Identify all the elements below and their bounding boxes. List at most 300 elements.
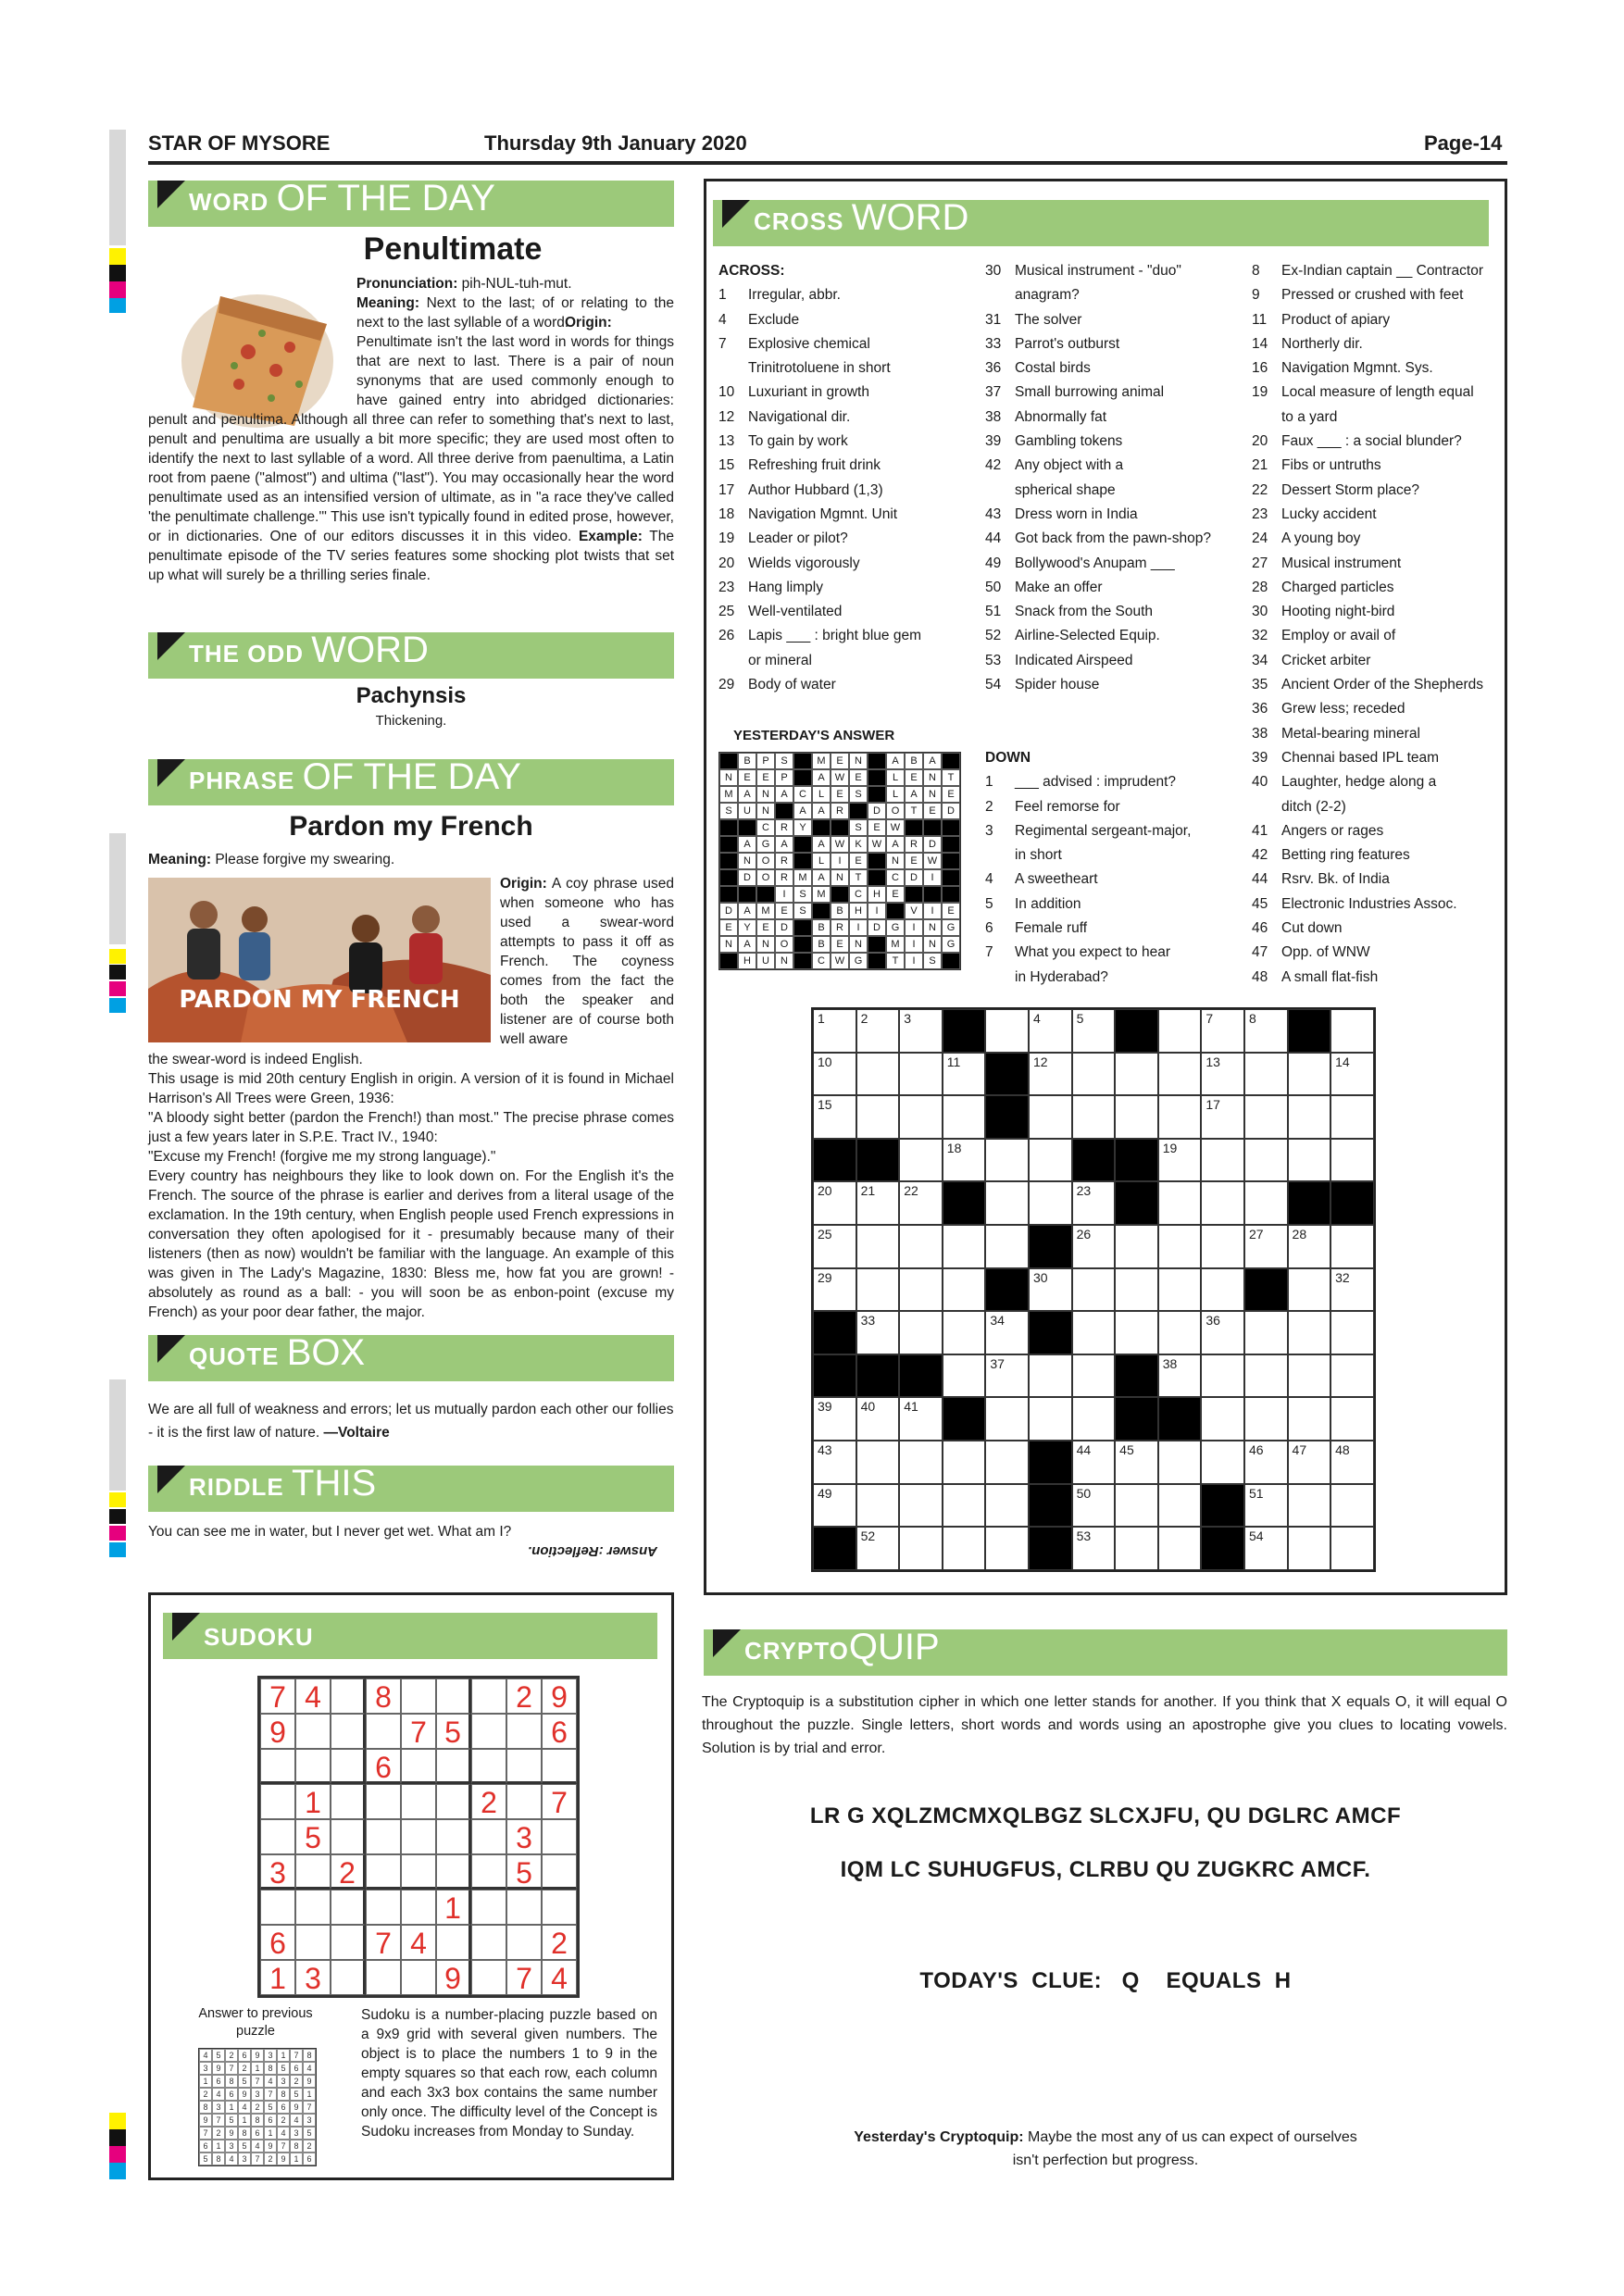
sudoku-cell[interactable]: 1 [436, 1890, 471, 1925]
crossword-cell[interactable] [1158, 1009, 1202, 1053]
crossword-cell[interactable] [1244, 1053, 1288, 1096]
crossword-cell[interactable] [856, 1053, 900, 1096]
sudoku-cell[interactable]: 7 [542, 1784, 577, 1819]
answer-cell: A [886, 836, 905, 853]
sudoku-cell[interactable] [331, 1678, 366, 1714]
sudoku-cell[interactable] [366, 1714, 401, 1749]
crossword-cell[interactable] [943, 1527, 986, 1570]
sudoku-cell[interactable]: 2 [331, 1854, 366, 1890]
crossword-cell[interactable] [1288, 1484, 1331, 1528]
sudoku-cell[interactable]: 8 [366, 1678, 401, 1714]
sudoku-cell[interactable] [542, 1749, 577, 1784]
clue-row [1252, 332, 1502, 356]
sudoku-cell[interactable]: 7 [366, 1925, 401, 1960]
crossword-cell[interactable] [1115, 1311, 1158, 1354]
crossword-cell[interactable] [1115, 1225, 1158, 1268]
banner-title: OF THE DAY [276, 178, 495, 218]
sudoku-cell: 9 [264, 2140, 277, 2152]
black-square [905, 819, 923, 836]
sudoku-cell[interactable] [436, 1925, 471, 1960]
crossword-cell[interactable] [1158, 1527, 1202, 1570]
clue-number: 18 [718, 505, 735, 522]
sudoku-cell[interactable] [366, 1819, 401, 1854]
clue-text: Exclude [748, 311, 800, 328]
crossword-cell[interactable] [1029, 1354, 1072, 1398]
sudoku-cell[interactable] [331, 1784, 366, 1819]
crossword-cell[interactable] [1072, 1268, 1116, 1312]
crossword-cell[interactable] [1201, 1311, 1244, 1354]
crossword-cell[interactable] [943, 1484, 986, 1528]
sudoku-cell[interactable] [471, 1714, 506, 1749]
sudoku-cell[interactable]: 2 [471, 1784, 506, 1819]
clue-row [718, 600, 978, 624]
sudoku-cell[interactable] [506, 1890, 542, 1925]
crossword-cell[interactable] [943, 1225, 986, 1268]
crossword-cell[interactable] [1029, 1009, 1072, 1053]
crossword-cell[interactable] [1330, 1441, 1374, 1484]
black-square [868, 786, 886, 803]
clue-number: 10 [718, 384, 735, 401]
crossword-cell[interactable] [1072, 1441, 1116, 1484]
cell-number: 3 [904, 1011, 911, 1026]
prev-answer-label: Answer to previous puzzle [198, 2006, 313, 2039]
banner-title: QUIP [848, 1627, 940, 1667]
clue-row [718, 649, 978, 673]
crossword-cell[interactable] [899, 1139, 943, 1182]
sudoku-cell[interactable] [506, 1784, 542, 1819]
sudoku-cell[interactable] [366, 1960, 401, 1995]
sudoku-cell[interactable]: 6 [260, 1925, 295, 1960]
black-square [856, 1354, 900, 1398]
sudoku-cell[interactable]: 7 [506, 1960, 542, 1995]
crossword-cell[interactable] [985, 1484, 1029, 1528]
sudoku-cell[interactable] [471, 1925, 506, 1960]
crossword-cell[interactable] [856, 1484, 900, 1528]
crossword-cell[interactable] [1330, 1139, 1374, 1182]
crossword-cell[interactable] [1158, 1311, 1202, 1354]
crossword-cell[interactable] [1115, 1053, 1158, 1096]
crossword-cell[interactable] [1244, 1484, 1288, 1528]
sudoku-cell[interactable] [331, 1714, 366, 1749]
sudoku-cell[interactable] [401, 1749, 436, 1784]
clue-row [718, 381, 978, 405]
crossword-cell[interactable] [1115, 1527, 1158, 1570]
crossword-cell[interactable] [1158, 1354, 1202, 1398]
banner-label: PHRASE [189, 767, 295, 794]
sudoku-cell[interactable] [436, 1749, 471, 1784]
black-square [868, 953, 886, 969]
clue-number: 4 [985, 871, 993, 888]
sudoku-cell[interactable] [542, 1890, 577, 1925]
crossword-cell[interactable] [1330, 1095, 1374, 1139]
crossword-cell[interactable] [1201, 1095, 1244, 1139]
crossword-cell[interactable] [899, 1225, 943, 1268]
cell-number: 52 [860, 1529, 876, 1544]
sudoku-cell[interactable]: 3 [295, 1960, 331, 1995]
sudoku-cell[interactable] [471, 1854, 506, 1890]
clue-text: Grew less; receded [1281, 701, 1405, 718]
crossword-cell[interactable] [1288, 1441, 1331, 1484]
black-square [868, 769, 886, 786]
sudoku-cell[interactable] [295, 1854, 331, 1890]
sudoku-cell[interactable] [331, 1925, 366, 1960]
crossword-cell[interactable] [1158, 1225, 1202, 1268]
answer-cell: A [812, 803, 831, 819]
clue-number [1252, 406, 1281, 430]
crossword-cell[interactable] [899, 1268, 943, 1312]
crossword-cell[interactable] [1330, 1311, 1374, 1354]
crossword-cell[interactable] [899, 1095, 943, 1139]
crossword-cell[interactable] [899, 1397, 943, 1441]
crossword-cell[interactable] [1330, 1527, 1374, 1570]
crossword-cell[interactable] [1072, 1527, 1116, 1570]
answer-cell: I [923, 903, 942, 919]
sudoku-cell[interactable] [401, 1784, 436, 1819]
sudoku-cell[interactable] [366, 1890, 401, 1925]
crossword-cell[interactable] [1158, 1139, 1202, 1182]
crossword-cell[interactable] [1158, 1441, 1202, 1484]
crossword-cell[interactable] [899, 1009, 943, 1053]
clue-number: 34 [1252, 652, 1268, 668]
answer-cell: D [905, 869, 923, 886]
sudoku-cell[interactable]: 2 [542, 1925, 577, 1960]
cryptoquip-clue [704, 1968, 1507, 1994]
crossword-cell[interactable] [1201, 1181, 1244, 1225]
black-square [1330, 1181, 1374, 1225]
sudoku-cell[interactable] [331, 1749, 366, 1784]
clue-text: Author Hubbard (1,3) [748, 481, 883, 498]
sudoku-cell[interactable] [295, 1714, 331, 1749]
crossword-cell[interactable] [1072, 1354, 1116, 1398]
clue-row [985, 283, 1254, 307]
crossword-cell[interactable] [813, 1009, 856, 1053]
crossword-cell[interactable] [813, 1225, 856, 1268]
crossword-cell[interactable] [813, 1095, 856, 1139]
crossword-cell[interactable] [899, 1527, 943, 1570]
crossword-cell[interactable] [856, 1181, 900, 1225]
crossword-cell[interactable] [1288, 1095, 1331, 1139]
crossword-cell[interactable] [1244, 1225, 1288, 1268]
answer-cell: S [849, 819, 868, 836]
crossword-cell[interactable] [1115, 1268, 1158, 1312]
crossword-cell[interactable] [1158, 1095, 1202, 1139]
clue-number: 51 [985, 604, 1002, 620]
crossword-cell[interactable] [813, 1484, 856, 1528]
crossword-cell[interactable] [1288, 1397, 1331, 1441]
crossword-cell[interactable] [1244, 1527, 1288, 1570]
sudoku-banner [163, 1613, 657, 1659]
crossword-cell[interactable] [1330, 1354, 1374, 1398]
crossword-cell[interactable] [985, 1527, 1029, 1570]
crossword-cell[interactable] [1330, 1225, 1374, 1268]
crossword-cell[interactable] [1201, 1268, 1244, 1312]
clue-text: Laughter, hedge along a [1281, 774, 1437, 791]
margin-swatch [109, 1492, 126, 1507]
sudoku-cell[interactable]: 5 [436, 1714, 471, 1749]
crossword-cell[interactable] [1029, 1397, 1072, 1441]
crossword-cell[interactable] [1029, 1181, 1072, 1225]
crossword-cell[interactable] [856, 1527, 900, 1570]
crossword-cell[interactable] [1288, 1225, 1331, 1268]
sudoku-cell[interactable]: 9 [260, 1714, 295, 1749]
crossword-cell[interactable] [1330, 1484, 1374, 1528]
sudoku-cell[interactable] [436, 1784, 471, 1819]
crossword-cell[interactable] [1158, 1181, 1202, 1225]
sudoku-cell[interactable]: 7 [260, 1678, 295, 1714]
crossword-cell[interactable] [1201, 1009, 1244, 1053]
sudoku-cell[interactable] [401, 1890, 436, 1925]
crossword-cell[interactable] [856, 1441, 900, 1484]
crossword-cell[interactable] [943, 1139, 986, 1182]
crossword-cell[interactable] [1072, 1311, 1116, 1354]
sudoku-cell[interactable] [295, 1925, 331, 1960]
crossword-cell[interactable] [1244, 1095, 1288, 1139]
crossword-cell[interactable] [1244, 1311, 1288, 1354]
crossword-cell[interactable] [1330, 1009, 1374, 1053]
clue-number: 35 [1252, 677, 1268, 693]
crossword-cell[interactable] [813, 1397, 856, 1441]
crossword-cell[interactable] [1115, 1484, 1158, 1528]
clue-number: 13 [718, 433, 735, 450]
cell-number: 36 [1206, 1313, 1220, 1329]
crossword-cell[interactable] [856, 1225, 900, 1268]
black-square [942, 753, 960, 769]
potd-para: Every country has neighbours they like to look down on. For the English it's the French. The source of the phrase is earlier and derives from a literal usage of the exclamation. In the 19th century, when English people used French expressions in conversation they often apologised for it - presumably because many of their listeners (then as now) wouldn't be familiar with the language. An example of this was given in The Lady's Magazine, 1830: Bless me, how fat you are grown! - absolutely as round as a ball: - you will soon be as enbon-point (excuse my French) as your poor dear father, the major. [148, 1168, 674, 1320]
sudoku-cell[interactable] [506, 1925, 542, 1960]
crossword-cell[interactable] [1244, 1009, 1288, 1053]
crossword-cell[interactable] [856, 1095, 900, 1139]
sudoku-cell[interactable] [260, 1749, 295, 1784]
crossword-cell[interactable] [1029, 1095, 1072, 1139]
crossword-cell[interactable] [1115, 1441, 1158, 1484]
sudoku-cell: 9 [303, 2075, 316, 2088]
sudoku-cell: 6 [251, 2127, 264, 2140]
crossword-cell[interactable] [1115, 1095, 1158, 1139]
sudoku-cell[interactable] [401, 1960, 436, 1995]
answer-cell: R [775, 853, 793, 869]
sudoku-cell[interactable]: 9 [542, 1678, 577, 1714]
crossword-cell[interactable] [1244, 1181, 1288, 1225]
crossword-cell[interactable] [985, 1354, 1029, 1398]
crossword-cell[interactable] [1244, 1441, 1288, 1484]
black-square [868, 853, 886, 869]
crossword-cell[interactable] [1244, 1354, 1288, 1398]
sudoku-cell[interactable]: 5 [295, 1819, 331, 1854]
crossword-cell[interactable] [943, 1053, 986, 1096]
banner-corner [157, 632, 185, 660]
crossword-cell[interactable] [1288, 1311, 1331, 1354]
crossword-cell[interactable] [899, 1441, 943, 1484]
example-text: The penultimate episode of the TV series features some shocking plot twists that set up what will surely be a thrilling series finale. [148, 529, 674, 583]
crossword-cell[interactable] [1072, 1009, 1116, 1053]
crossword-cell[interactable] [856, 1268, 900, 1312]
answer-cell: A [793, 803, 812, 819]
sudoku-cell[interactable] [401, 1854, 436, 1890]
sudoku-cell[interactable] [436, 1678, 471, 1714]
clue-row [1252, 966, 1502, 990]
crossword-cell[interactable] [1288, 1354, 1331, 1398]
crossword-cell[interactable] [1072, 1397, 1116, 1441]
crossword-cell[interactable] [813, 1053, 856, 1096]
crossword-cell[interactable] [985, 1139, 1029, 1182]
sudoku-cell[interactable] [295, 1749, 331, 1784]
sudoku-cell[interactable] [542, 1819, 577, 1854]
sudoku-cell[interactable] [401, 1678, 436, 1714]
answer-cell: B [831, 903, 849, 919]
clue-text: Cricket arbiter [1281, 652, 1371, 668]
sudoku-cell[interactable] [331, 1890, 366, 1925]
crossword-cell[interactable] [1029, 1268, 1072, 1312]
sudoku-cell: 1 [303, 2088, 316, 2101]
sudoku-cell[interactable] [436, 1854, 471, 1890]
clue-number: 48 [1252, 968, 1268, 985]
crossword-cell[interactable] [1158, 1268, 1202, 1312]
crossword-cell[interactable] [899, 1053, 943, 1096]
sudoku-cell[interactable]: 3 [260, 1854, 295, 1890]
crossword-cell[interactable] [985, 1009, 1029, 1053]
crossword-cell[interactable] [1330, 1268, 1374, 1312]
crossword-cell[interactable] [813, 1181, 856, 1225]
sudoku-cell[interactable] [366, 1854, 401, 1890]
answer-cell: E [942, 903, 960, 919]
sudoku-cell[interactable]: 7 [401, 1714, 436, 1749]
crossword-cell[interactable] [1201, 1441, 1244, 1484]
pardon-my-french-image [148, 878, 491, 1042]
crossword-cell[interactable] [1288, 1139, 1331, 1182]
sudoku-cell: 7 [225, 2062, 238, 2075]
sudoku-grid[interactable] [257, 1676, 580, 1998]
clue-row [985, 770, 1254, 794]
crossword-cell[interactable] [1288, 1268, 1331, 1312]
crossword-cell[interactable] [856, 1397, 900, 1441]
crossword-cell[interactable] [1029, 1139, 1072, 1182]
crossword-cell[interactable] [1244, 1139, 1288, 1182]
crossword-cell[interactable] [943, 1354, 986, 1398]
answer-cell: W [886, 819, 905, 836]
crossword-cell[interactable] [1288, 1527, 1331, 1570]
black-square [793, 769, 812, 786]
sudoku-cell[interactable] [260, 1890, 295, 1925]
crossword-cell[interactable] [1201, 1397, 1244, 1441]
crossword-cell[interactable] [1072, 1484, 1116, 1528]
sudoku-cell[interactable]: 1 [260, 1960, 295, 1995]
sudoku-cell[interactable]: 6 [542, 1714, 577, 1749]
sudoku-cell[interactable]: 1 [295, 1784, 331, 1819]
sudoku-cell[interactable] [506, 1749, 542, 1784]
sudoku-cell[interactable] [401, 1819, 436, 1854]
crossword-cell[interactable] [985, 1397, 1029, 1441]
crossword-cell[interactable] [1072, 1053, 1116, 1096]
crossword-cell[interactable] [943, 1441, 986, 1484]
crossword-cell[interactable] [943, 1311, 986, 1354]
sudoku-cell[interactable]: 3 [506, 1819, 542, 1854]
potd-banner [148, 756, 674, 805]
answer-cell: I [905, 919, 923, 936]
sudoku-cell[interactable]: 2 [506, 1678, 542, 1714]
sudoku-cell[interactable] [471, 1890, 506, 1925]
crossword-cell[interactable] [1072, 1095, 1116, 1139]
crossword-cell[interactable] [813, 1268, 856, 1312]
sudoku-cell[interactable]: 6 [366, 1749, 401, 1784]
answer-cell: S [849, 786, 868, 803]
crossword-cell[interactable] [1288, 1053, 1331, 1096]
sudoku-cell: 5 [238, 2140, 251, 2152]
crossword-cell[interactable] [899, 1484, 943, 1528]
crossword-cell[interactable] [1244, 1397, 1288, 1441]
sudoku-cell[interactable] [366, 1784, 401, 1819]
sudoku-cell[interactable]: 4 [295, 1678, 331, 1714]
sudoku-cell[interactable] [471, 1749, 506, 1784]
clue-row [985, 941, 1254, 965]
sudoku-cell[interactable] [471, 1960, 506, 1995]
crossword-cell[interactable] [985, 1225, 1029, 1268]
clue-number: 1 [718, 287, 727, 304]
crossword-cell[interactable] [985, 1441, 1029, 1484]
sudoku-cell[interactable]: 4 [401, 1925, 436, 1960]
black-square [942, 836, 960, 853]
sudoku-cell[interactable] [542, 1854, 577, 1890]
crossword-cell[interactable] [943, 1095, 986, 1139]
crossword-cell[interactable] [1029, 1053, 1072, 1096]
crossword-cell[interactable] [1330, 1397, 1374, 1441]
crossword-cell[interactable] [813, 1441, 856, 1484]
crossword-cell[interactable] [1158, 1053, 1202, 1096]
crossword-cell[interactable] [985, 1181, 1029, 1225]
sudoku-cell[interactable] [260, 1819, 295, 1854]
crossword-cell[interactable] [856, 1009, 900, 1053]
clue-number: 21 [1252, 457, 1268, 474]
answer-cell: E [905, 769, 923, 786]
clue-row [718, 527, 978, 551]
black-square [856, 1139, 900, 1182]
black-square [793, 753, 812, 769]
answer-cell: N [923, 786, 942, 803]
crossword-cell[interactable] [1330, 1053, 1374, 1096]
crossword-cell[interactable] [1201, 1139, 1244, 1182]
crossword-cell[interactable] [985, 1311, 1029, 1354]
answer-cell: T [905, 803, 923, 819]
crossword-grid[interactable] [811, 1007, 1376, 1572]
sudoku-cell[interactable] [295, 1890, 331, 1925]
across-clues [718, 259, 978, 697]
crossword-cell[interactable] [899, 1311, 943, 1354]
sudoku-cell[interactable] [471, 1678, 506, 1714]
sudoku-cell[interactable] [436, 1819, 471, 1854]
sudoku-cell[interactable]: 5 [506, 1854, 542, 1890]
crossword-cell[interactable] [1158, 1484, 1202, 1528]
crossword-cell[interactable] [856, 1311, 900, 1354]
crossword-cell[interactable] [943, 1268, 986, 1312]
cell-number: 1 [818, 1011, 825, 1026]
sudoku-cell[interactable] [331, 1960, 366, 1995]
sudoku-cell[interactable]: 4 [542, 1960, 577, 1995]
crossword-cell[interactable] [899, 1181, 943, 1225]
clue-number: 25 [718, 604, 735, 620]
example-label: Example: [578, 529, 643, 544]
crossword-cell[interactable] [1201, 1053, 1244, 1096]
sudoku-cell[interactable] [471, 1819, 506, 1854]
answer-cell: E [886, 886, 905, 903]
sudoku-cell[interactable] [260, 1784, 295, 1819]
crossword-cell[interactable] [1072, 1225, 1116, 1268]
sudoku-cell[interactable] [331, 1819, 366, 1854]
sudoku-cell[interactable]: 9 [436, 1960, 471, 1995]
yesterday-cryptoquip [704, 2126, 1507, 2172]
sudoku-cell[interactable] [506, 1714, 542, 1749]
crossword-cell[interactable] [1072, 1181, 1116, 1225]
crossword-cell[interactable] [1201, 1354, 1244, 1398]
crossword-cell[interactable] [1201, 1225, 1244, 1268]
